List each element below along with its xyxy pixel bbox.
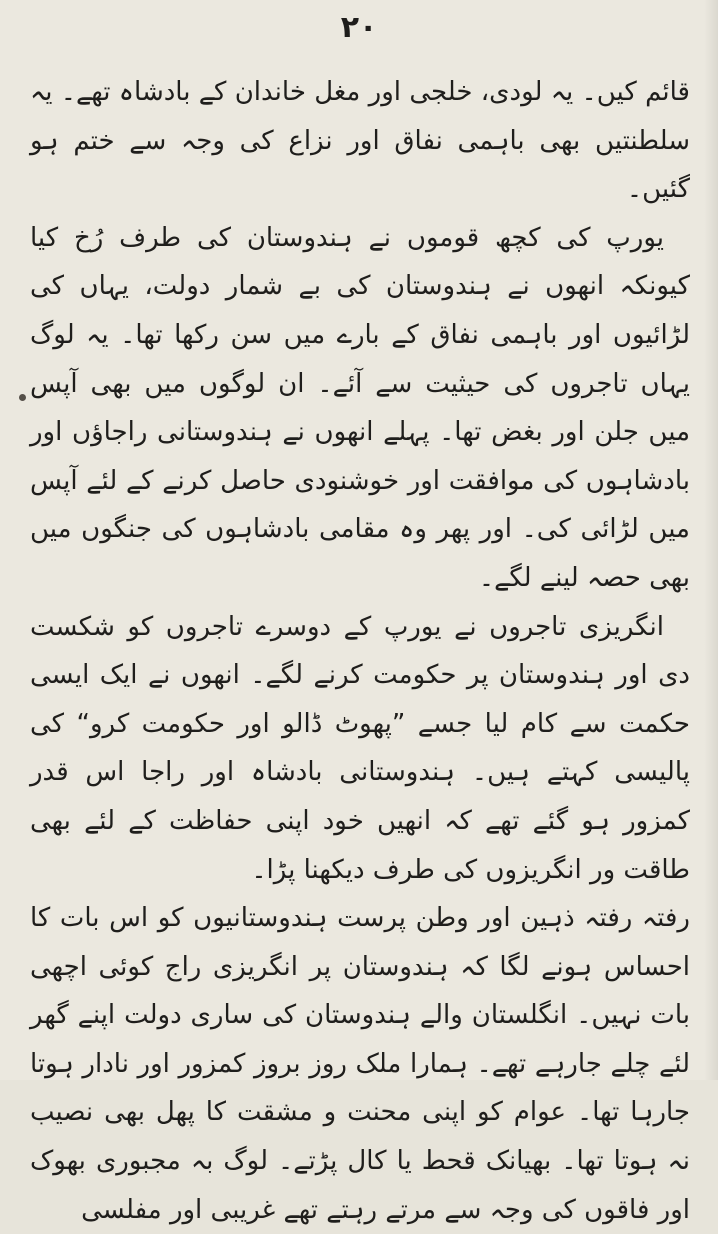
paragraph-2: یورپ کی کچھ قوموں نے ہندوستان کی طرف رُخ کیا کیونکہ انھوں نے ہندوستان کی بے شمار دولت، یہاں کی لڑائیوں اور باہمی نفاق کے بارے میں سن رکھا تھا۔ یہ لوگ یہاں تاجروں کی حیثیت سے آئے۔ ان لوگوں میں بھی آپس میں جلن اور بغض تھا۔ پہلے انھوں نے ہندوستانی راجاؤں اور بادشاہوں کی موافقت اور خوشنودی حاصل کرنے کے لئے آپس میں لڑائی کی۔ اور پھر وہ مقامی بادشاہوں کی جنگوں میں بھی حصہ لینے لگے۔	[30, 222, 690, 593]
paragraph-4: رفتہ رفتہ ذہین اور وطن پرست ہندوستانیوں کو اس بات کا احساس ہونے لگا کہ ہندوستان پر انگریزی راج کوئی اچھی بات نہیں۔ انگلستان والے ہندوستان کی ساری دولت اپنے گھر لئے چلے جارہے تھے۔ ہمارا ملک روز بروز کمزور اور نادار ہوتا جارہا تھا۔ عوام کو اپنی محنت و مشقت کا پھل بھی نصیب نہ ہوتا تھا۔ بھیانک قحط یا کال پڑتے۔ لوگ بہ مجبوری بھوک اور فاقوں کی وجہ سے مرتے رہتے تھے غریبی اور مفلسی	[30, 903, 690, 1225]
page-number: ۲۰	[340, 10, 378, 45]
page-body-text	[30, 68, 690, 1234]
page-edge-shadow	[704, 0, 718, 1080]
paragraph-1: قائم کیں۔ یہ لودی، خلجی اور مغل خاندان کے بادشاہ تھے۔ یہ سلطنتیں بھی باہمی نفاق اور نزاع کی وجہ سے ختم ہو گئیں۔	[30, 77, 690, 205]
margin-mark	[19, 394, 26, 401]
paragraph-3: انگریزی تاجروں نے یورپ کے دوسرے تاجروں کو شکست دی اور ہندوستان پر حکومت کرنے لگے۔ انھوں نے ایک ایسی حکمت سے کام لیا جسے ”پھوٹ ڈالو اور حکومت کرو“ کی پالیسی کہتے ہیں۔ ہندوستانی بادشاہ اور راجا اس قدر کمزور ہو گئے تھے کہ انھیں خود اپنی حفاظت کے لئے بھی طاقت ور انگریزوں کی طرف دیکھنا پڑا۔	[30, 611, 690, 885]
